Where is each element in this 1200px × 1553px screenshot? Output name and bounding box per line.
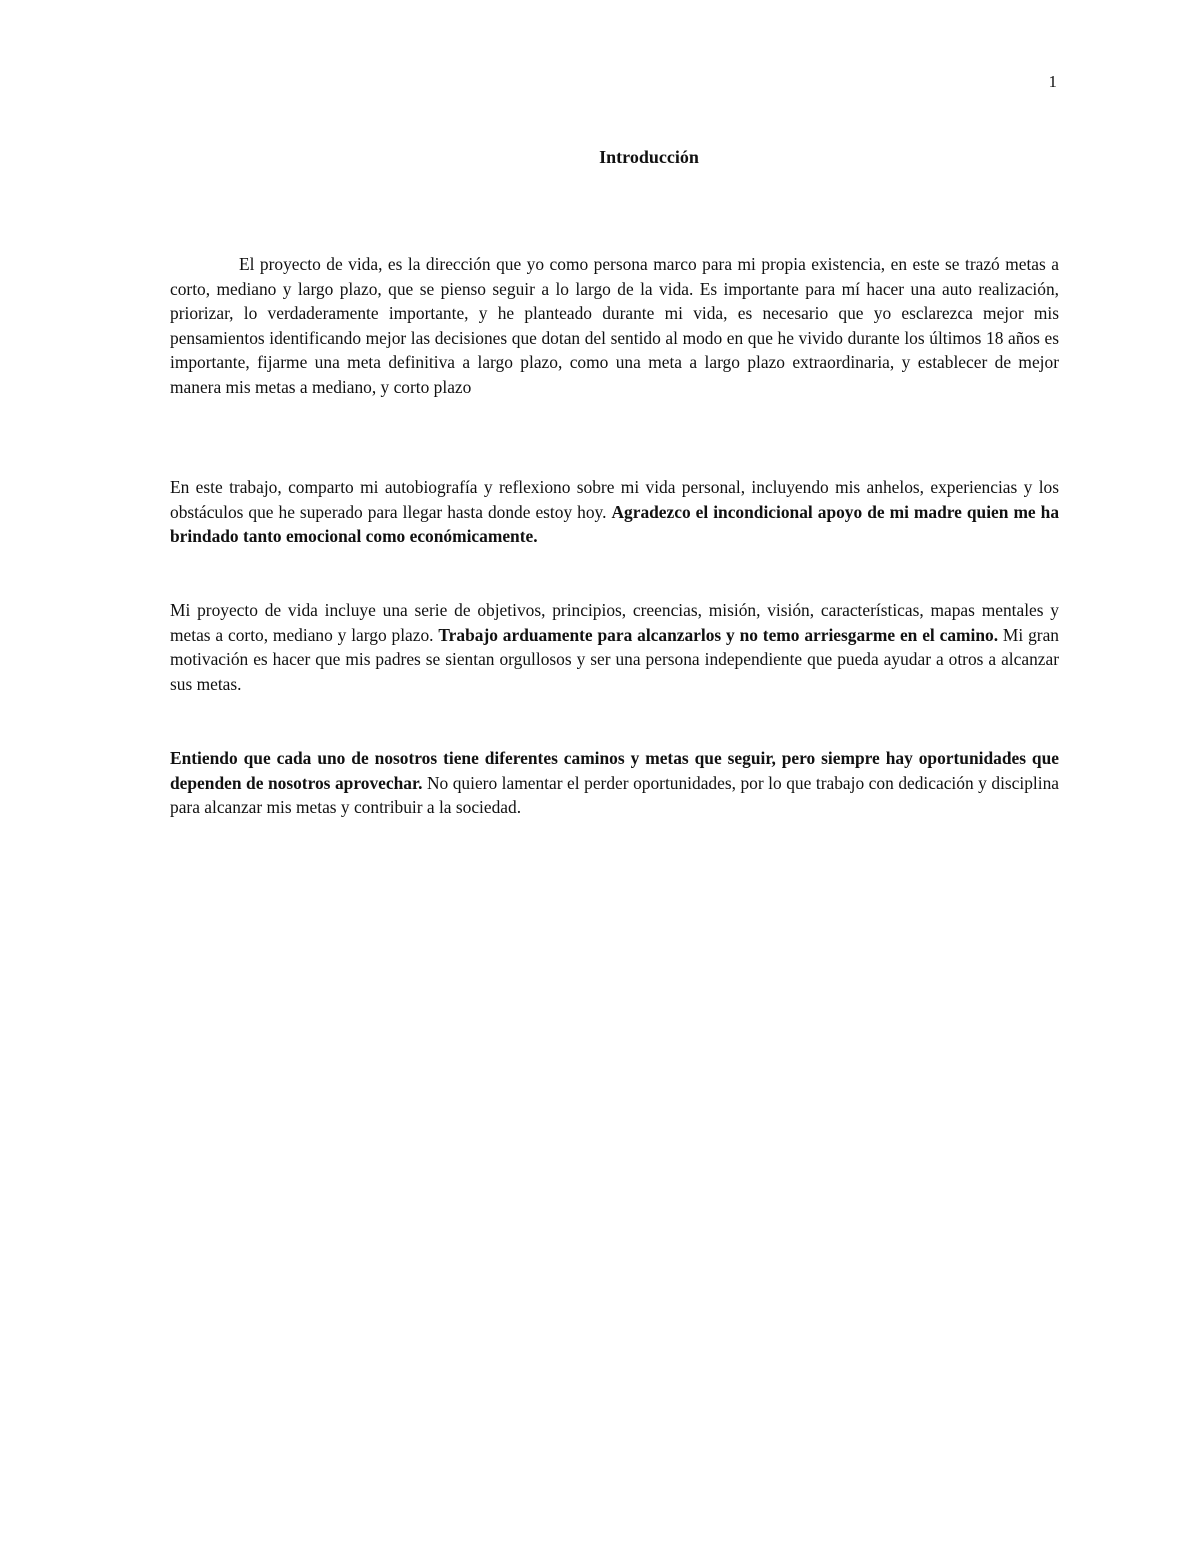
paragraph-opportunities-text: No quiero lamentar el perder oportunidades, por lo que trabajo con dedicación y disciplina para alcanzar mis metas y contribuir a la sociedad. xyxy=(170,772,1060,818)
paragraph-intro-text: El proyecto de vida, es la dirección que yo como persona marco para mi propia existencia, en este se trazó metas a corto, mediano y largo plazo, que se pienso seguir a lo largo de la vida. Es importante para mí hacer una auto realización, priorizar, lo verdaderamente importante, y he planteado durante mi vida, es necesario que yo esclarezca mejor mis pensamientos identificando mejor las decisiones que dotan del sentido al modo en que he vivido durante los últimos 18 años es importante, fijarme una meta definitiva a largo plazo, como una meta a largo plazo extraordinaria, y establecer de mejor manera mis metas a mediano, y corto plazo xyxy=(170,254,1059,397)
paragraph-life-project xyxy=(170,598,1059,696)
paragraph-life-project-text-a: Mi proyecto de vida incluye una serie de objetivos, principios, creencias, misión, visión, características, mapas mentales y metas a corto, mediano y largo plazo. xyxy=(170,600,1059,645)
paragraph-life-project-bold: Trabajo arduamente para alcanzarlos y no temo arriesgarme en el camino. xyxy=(438,624,999,645)
paragraph-autobiography-text: En este trabajo, comparto mi autobiografía y reflexiono sobre mi vida personal, incluyendo mis anhelos, experiencias y los obstáculos que he superado para llegar hasta donde estoy hoy. xyxy=(170,477,1059,522)
paragraph-autobiography xyxy=(170,475,1059,549)
page-number: 1 xyxy=(1048,72,1057,91)
page-title: Introducción xyxy=(599,147,699,167)
paragraph-autobiography-bold: Agradezco el incondicional apoyo de mi madre quien me ha brindado tanto emocional como económicamente. xyxy=(170,501,1060,547)
paragraph-life-project-text-b: Mi gran motivación es hacer que mis padres se sientan orgullosos y ser una persona independiente que pueda ayudar a otros a alcanzar sus metas. xyxy=(170,624,1059,694)
paragraph-opportunities-bold: Entiendo que cada uno de nosotros tiene diferentes caminos y metas que seguir, pero siempre hay oportunidades que dependen de nosotros aprovechar. xyxy=(170,748,1059,793)
paragraph-intro xyxy=(170,252,1059,400)
paragraph-opportunities xyxy=(170,746,1059,820)
